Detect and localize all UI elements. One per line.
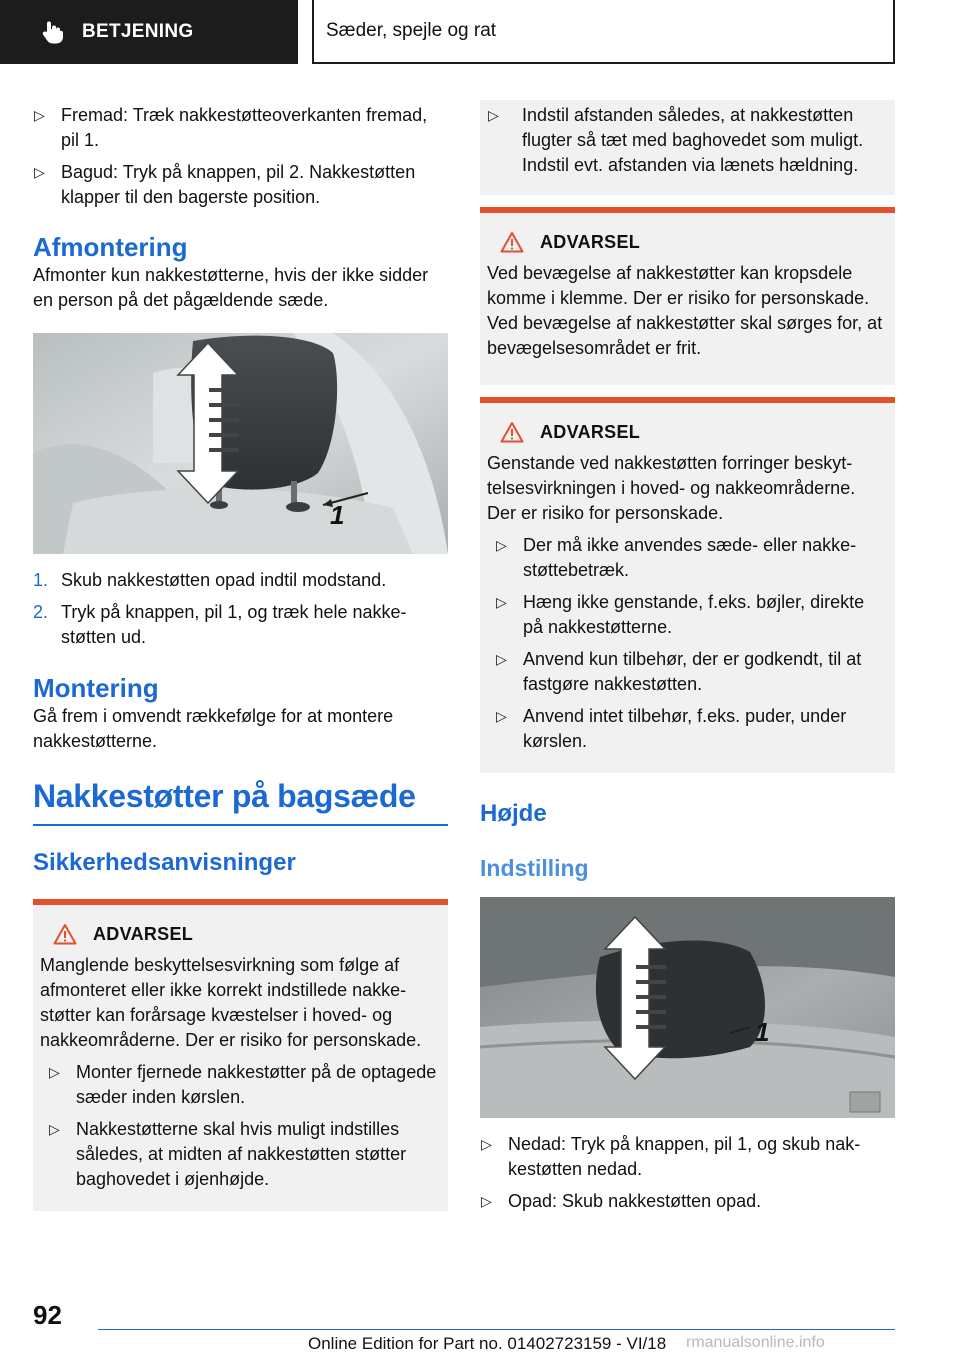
warning-title: ADVARSEL [93, 923, 194, 944]
list-item: ▷ Indstil afstanden således, at nakkestøtten flugter så tæt med baghovedet som muligt. Indstil evt. afstanden via lænets hældning. [487, 103, 888, 178]
headrest-photo-rear [480, 897, 895, 1118]
list-item: ▷ Fremad: Træk nakkestøtteoverkanten fremad, pil 1. [33, 103, 448, 153]
watermark: rmanualsonline.info [686, 1334, 825, 1351]
list-item: ▷ Hæng ikke genstande, f.eks. bøjler, direkte på nakkestøtterne. [487, 590, 888, 640]
warning-text: Ved bevægelse af nakkestøtter kan kropsdele komme i klemme. Der er risiko for personskade. Ved bevægelse af nakkestøtter skal sørges for, at bevægelsesområdet er frit. [487, 263, 883, 358]
headrest-illustration [33, 333, 448, 554]
removal-steps [33, 568, 448, 650]
afmontering-text: Afmonter kun nakkestøtterne, hvis der ikke sidder en person på det pågældende sæde. [33, 265, 429, 310]
heading-afmontering: Afmontering [33, 232, 188, 262]
footer-rule [98, 1329, 895, 1330]
warning-box [33, 899, 448, 1211]
warning-bullets [40, 1060, 441, 1192]
page-number: 92 [33, 1300, 62, 1330]
list-item: ▷ Der må ikke anvendes sæde- eller nakkestøttebetræk. [487, 533, 888, 583]
warning-title: ADVARSEL [540, 421, 641, 442]
right-column [480, 100, 895, 1221]
left-column [33, 100, 448, 1211]
warning-text: Manglende beskyttelsesvirkning som følge af afmonteret eller ikke korrekt indstillede nakkestøtter kan forårsage kvæstelser i hoved- og nakkeområderne. Der er risiko for personskade. [40, 955, 422, 1050]
montering-text: Gå frem i omvendt rækkefølge for at montere nakkestøtterne. [33, 706, 394, 751]
warning-header [45, 923, 441, 945]
section-label: BETJENING [82, 21, 194, 42]
heading-nakkestotter-bagsaede: Nakkestøtter på bagsæde [33, 778, 416, 814]
list-item: ▷ Opad: Skub nakkestøtten opad. [480, 1189, 895, 1214]
photo-callout-label: 1 [755, 1017, 770, 1047]
warning-bullets [487, 533, 888, 754]
height-bullets [480, 1132, 895, 1214]
warning-text: Genstande ved nakkestøtten forringer beskyttelsesvirkningen i hoved- og nakkeområderne. Der er risiko for personskade. [487, 453, 856, 523]
intro-bullet-list [33, 103, 448, 210]
warning-title: ADVARSEL [540, 231, 641, 252]
hand-pointer-icon [40, 19, 66, 45]
heading-hojde: Højde [480, 800, 547, 827]
list-item: ▷ Bagud: Tryk på knappen, pil 2. Nakkestøtten klapper til den bagerste position. [33, 160, 448, 210]
warning-triangle-icon [500, 421, 524, 443]
warning-box-objects [480, 397, 895, 773]
heading-montering: Montering [33, 673, 159, 703]
list-item: 1. Skub nakkestøtten opad indtil modstand. [33, 570, 387, 590]
adjust-note-list [487, 103, 888, 178]
rear-headrest-illustration [480, 897, 895, 1118]
adjust-note-box [480, 100, 895, 195]
warning-triangle-icon [53, 923, 77, 945]
edition-text: Online Edition for Part no. 01402723159 - VI/18 [308, 1334, 667, 1353]
list-item: ▷ Anvend intet tilbehør, f.eks. puder, under kørslen. [487, 704, 888, 754]
section-tab [0, 0, 298, 64]
headrest-photo-front [33, 333, 448, 554]
warning-triangle-icon [500, 231, 524, 253]
list-item: ▷ Monter fjernede nakkestøtter på de optagede sæder inden kørslen. [40, 1060, 441, 1110]
heading-indstilling: Indstilling [480, 855, 589, 881]
chapter-title: Sæder, spejle og rat [312, 0, 895, 64]
list-item: ▷ Nedad: Tryk på knappen, pil 1, og skub nakkestøtten nedad. [480, 1132, 895, 1182]
warning-header [492, 231, 888, 253]
warning-box-pinch [480, 207, 895, 385]
heading-sikkerhedsanvisninger: Sikkerhedsanvisninger [33, 849, 296, 876]
warning-header [492, 421, 888, 443]
list-item: ▷ Nakkestøtterne skal hvis muligt indstilles således, at midten af nakkestøtten støtter baghovedet i øjenhøjde. [40, 1117, 441, 1192]
list-item: 2. Tryk på knappen, pil 1, og træk hele nakkestøtten ud. [33, 602, 407, 647]
list-item: ▷ Anvend kun tilbehør, der er godkendt, til at fastgøre nakkestøtten. [487, 647, 888, 697]
heading-rule [33, 824, 448, 826]
photo-callout-label: 1 [330, 500, 345, 530]
